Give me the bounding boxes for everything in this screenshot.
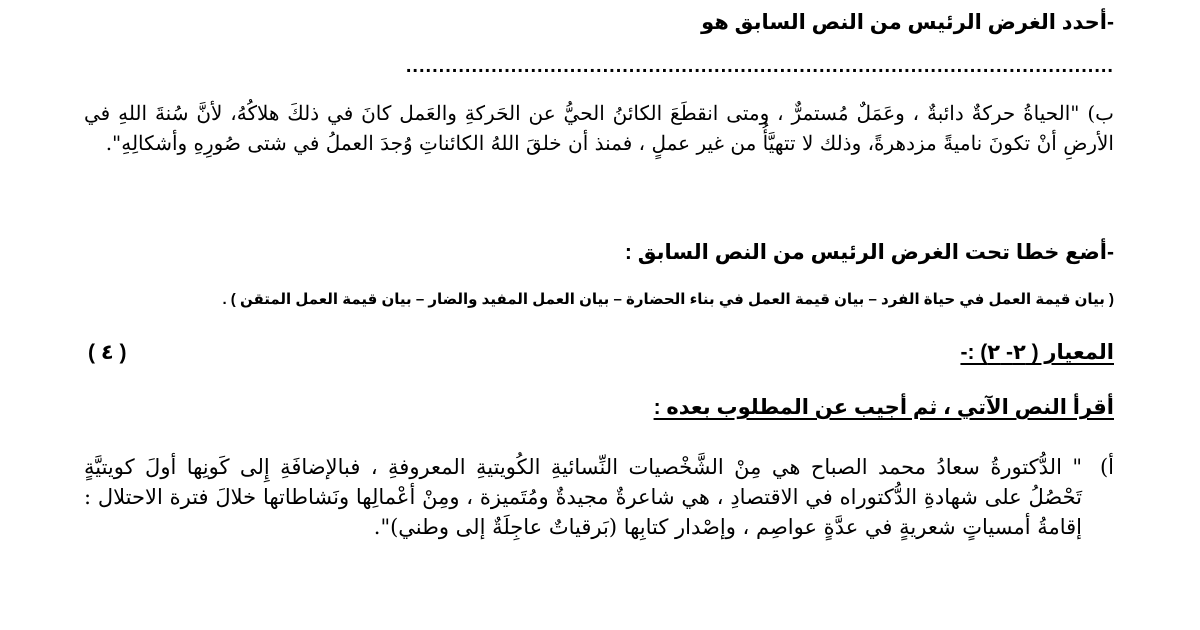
criterion-score: ( ٤ ) [88,341,127,364]
criterion-heading: المعيار ( ٢- ٢) :- [960,341,1114,364]
passage-a-text: " الدُّكتورةُ سعادُ محمد الصباح هي مِنْ الشَّخْصيات النِّسائيةِ الكُويتيةِ المعروفةِ ، فبالإضافَةِ إِلى كَونِها أولَ كويتيَّةٍ تَحْصُلُ على شهادةِ الدُّكتوراه في الاقتصادِ ، هي شاعرةٌ مجيدةٌ ومُتَميزة ، ومِنْ أعْمالِها ونَشاطاتها خلالَ فترة الاحتلال : إقامةُ أمسياتٍ شعريةٍ في عدَّةٍ عواصِم ، وإصْدار كتابِها (بَرقياتٌ عاجِلَةٌ إلى وطني)". [84,455,1082,539]
passage-b-label: ب) [1087,101,1115,125]
question-2-choices: ( بيان قيمة العمل في حياة الفرد – بيان قيمة العمل في بناء الحضارة – بيان العمل المفيد والضار – بيان قيمة العمل المتقن ) . [222,291,1114,308]
passage-b [84,98,1114,158]
passage-a [84,452,1114,542]
passage-a-label: أ) [1099,455,1114,479]
question-2-prompt: -أضع خطا تحت الغرض الرئيس من النص السابق : [624,241,1114,264]
question-1-prompt: -أحدد الغرض الرئيس من النص السابق هو [701,11,1114,34]
answer-dotted-line: ............................................................................................................ [405,55,1114,77]
passage-b-text: "الحياةُ حركةٌ دائبةٌ ، وعَمَلٌ مُستمرٌّ ، ومتى انقطَعَ الكائنُ الحيُّ عن الحَركةِ والعَمل كانَ في ذلكَ هلاكُهُ، لأنَّ سُنةَ اللهِ في الأرضِ أنْ تكونَ ناميةً مزدهرةً، وذلك لا تتهيَّأُ من غير عملٍ ، فمنذ أن خلقَ اللهُ الكائناتِ وُجدَ العملُ في شتى صُورِهِ وأشكالِهِ". [84,101,1114,155]
reading-instruction: أقرأ النص الآتي ، ثم أجيب عن المطلوب بعده : [653,396,1114,419]
